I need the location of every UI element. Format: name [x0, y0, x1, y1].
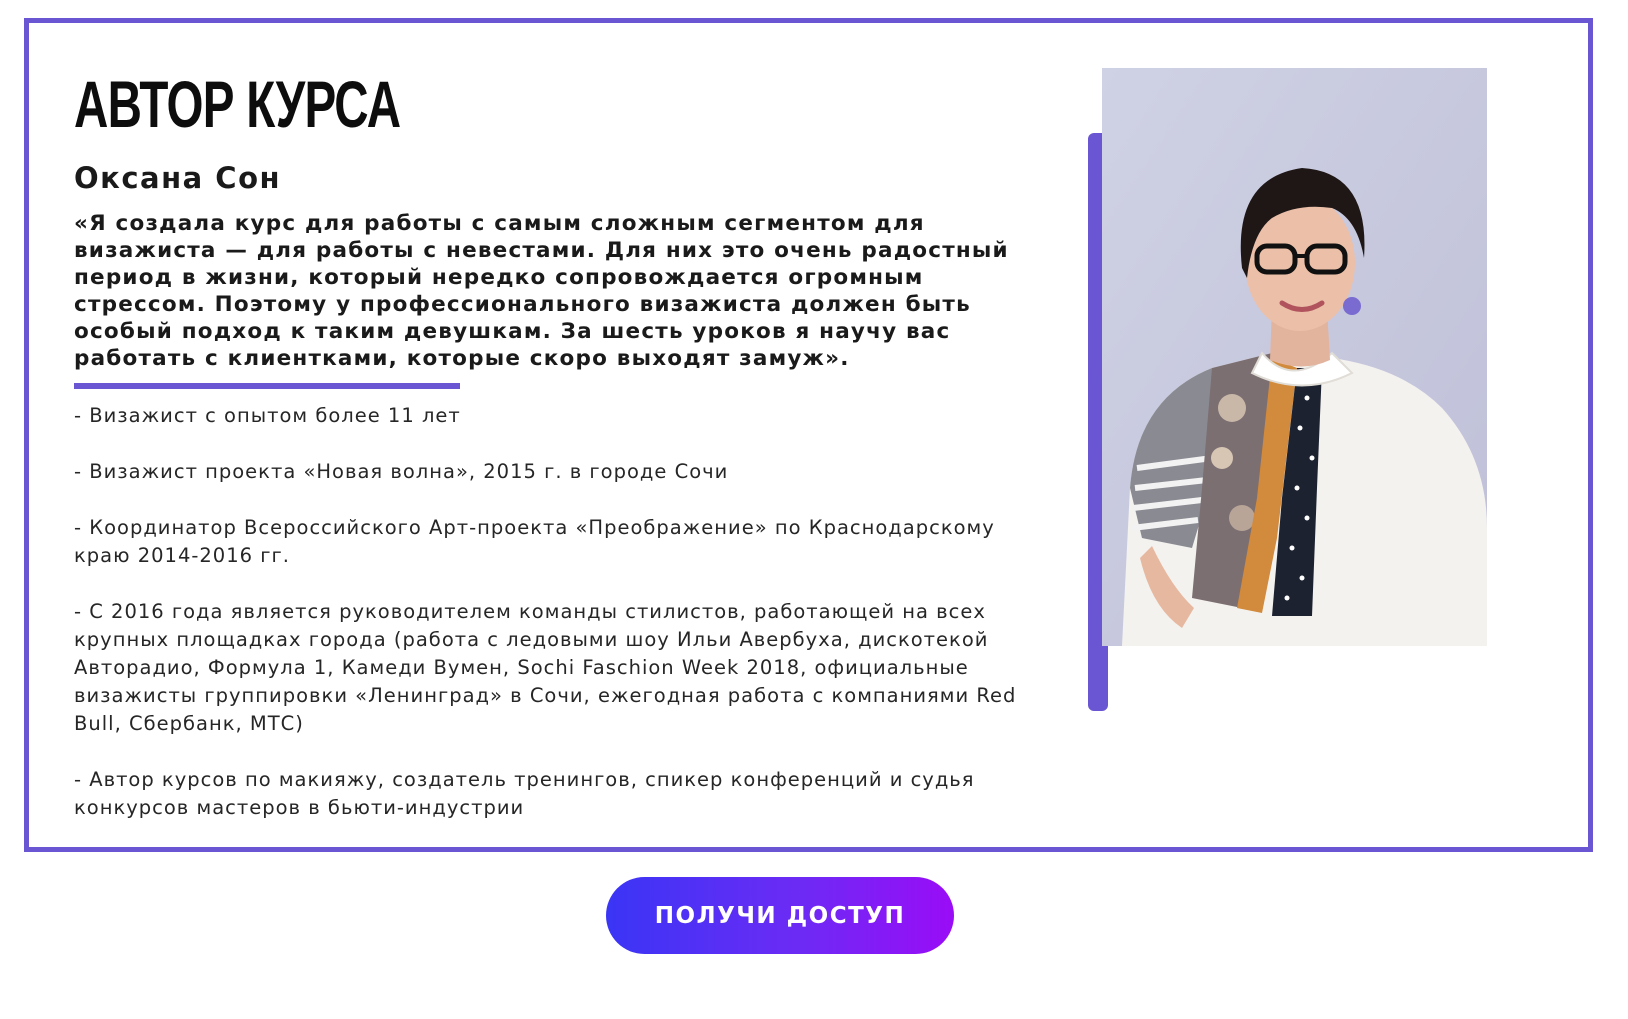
fact-item-experience: - Визажист с опытом более 11 лет [74, 404, 461, 427]
author-photo [1102, 68, 1487, 646]
author-portrait-illustration [1102, 68, 1487, 646]
quote-underline [74, 383, 460, 389]
author-quote: «Я создала курс для работы с самым сложным сегментом для визажиста — для работы с невестами. Для них это очень радостный период в жизни, который нередко сопровождается огромным стрессом. Поэтому у профессионального визажиста должен быть особый подход к таким девушкам. За шесть уроков я научу вас работать с клиентками, которые скоро выходят замуж». [74, 211, 1009, 371]
fact-item-coordinator: - Координатор Всероссийского Арт-проекта «Преображение» по Краснодарскому краю 2014-2016 гг. [74, 516, 995, 567]
author-name: Оксана Сон [74, 161, 282, 195]
fact-item-new-wave: - Визажист проекта «Новая волна», 2015 г. в городе Сочи [74, 460, 729, 483]
section-title: АВТОР КУРСА [74, 67, 401, 141]
get-access-button[interactable]: ПОЛУЧИ ДОСТУП [606, 877, 954, 954]
fact-item-team-lead: - С 2016 года является руководителем команды стилистов, работающей на всех крупных площадках города (работа с ледовыми шоу Ильи Авербуха, дискотекой Авторадио, Формула 1, Камеди Вумен, Sochi Faschion Week 2018, официальные визажисты группировки «Ленинград» в Сочи, ежегодная работа с компаниями Red Bull, Сбербанк, МТС) [74, 600, 1017, 735]
author-facts-list [74, 402, 1034, 850]
fact-item-courses-author: - Автор курсов по макияжу, создатель тренингов, спикер конференций и судья конкурсов мастеров в бьюти-индустрии [74, 768, 975, 819]
